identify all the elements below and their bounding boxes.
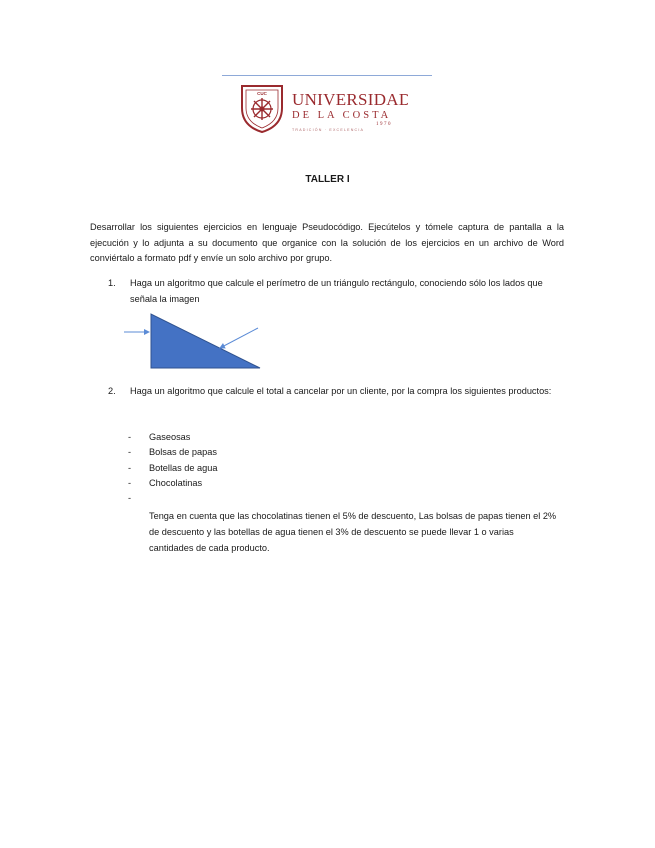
triangle-figure [120,310,265,372]
logo-year: 1970 [376,122,392,127]
document-page: CUC UNIVERSIDAD DE LA COSTA 1970 TRADICIÓN · EXCELENCIA TALLER I Desarrollar los siguientes ejercicios en lenguaje Pseudocódigo. Ejecútelos y tómele captura de pantalla a la ejecución y lo adjunta a su documento que organice con la solución de los ejercicios en un archivo de Word conviértalo a formato pdf y envíe un solo archivo por grupo. 1. Haga un algoritmo que calcule el perímetro de un triángulo rectángulo, conociendo sólo los lados que señala la imagen 2. Haga un algoritmo que calcule el total a cancelar por un cliente, por la compra los siguientes productos: - Gaseosas - Bolsas de papas - Botellas de agua - Chocolatinas - Tenga en cuenta que las chocolatinas tienen el 5% de descuento, Las bolsas de papas tienen el 2% de descuento y las botellas de agua tienen el 3% de descuento se puede llevar 1 o varias cantidades de cada producto. [0,0,655,848]
discount-note: Tenga en cuenta que las chocolatinas tienen el 5% de descuento, Las bolsas de papas tienen el 2% de descuento y las botellas de agua tienen el 3% de descuento se puede llevar 1 o varias cantidades de cada producto. [149,511,557,553]
logo-emblem-text: CUC [257,91,267,96]
header-rule [222,75,432,76]
exercise-text: Haga un algoritmo que calcule el total a cancelar por un cliente, por la compra los siguientes productos: [130,386,552,396]
logo-tagline: TRADICIÓN · EXCELENCIA [292,128,365,132]
exercise-2 [108,383,566,399]
logo-graphic [238,82,408,134]
right-triangle-shape [151,314,260,368]
exercise-text: Haga un algoritmo que calcule el perímetro de un triángulo rectángulo, conociendo sólo los lados que señala la imagen [130,278,543,304]
exercise-number: 1. [108,278,116,288]
exercise-1 [108,275,566,307]
product-label: Bolsas de papas [149,447,217,458]
product-label: Chocolatinas [149,477,203,488]
logo-name-line1: UNIVERSIDAD [292,90,408,109]
exercise-number: 2. [108,386,116,396]
logo-name-line2: DE LA COSTA [292,110,392,121]
hypotenuse-arrow-icon [220,328,258,348]
university-logo [238,82,408,134]
product-label: Botellas de agua [149,462,218,473]
intro-paragraph: Desarrollar los siguientes ejercicios en lenguaje Pseudocódigo. Ejecútelos y tómele captura de pantalla a la ejecución y lo adjunta a su documento que organice con la solución de los ejercicios en un archivo de Word conviértalo a formato pdf y envíe un solo archivo por grupo. [90,222,564,263]
document-title: TALLER I [305,174,350,185]
product-label: Gaseosas [149,432,191,442]
